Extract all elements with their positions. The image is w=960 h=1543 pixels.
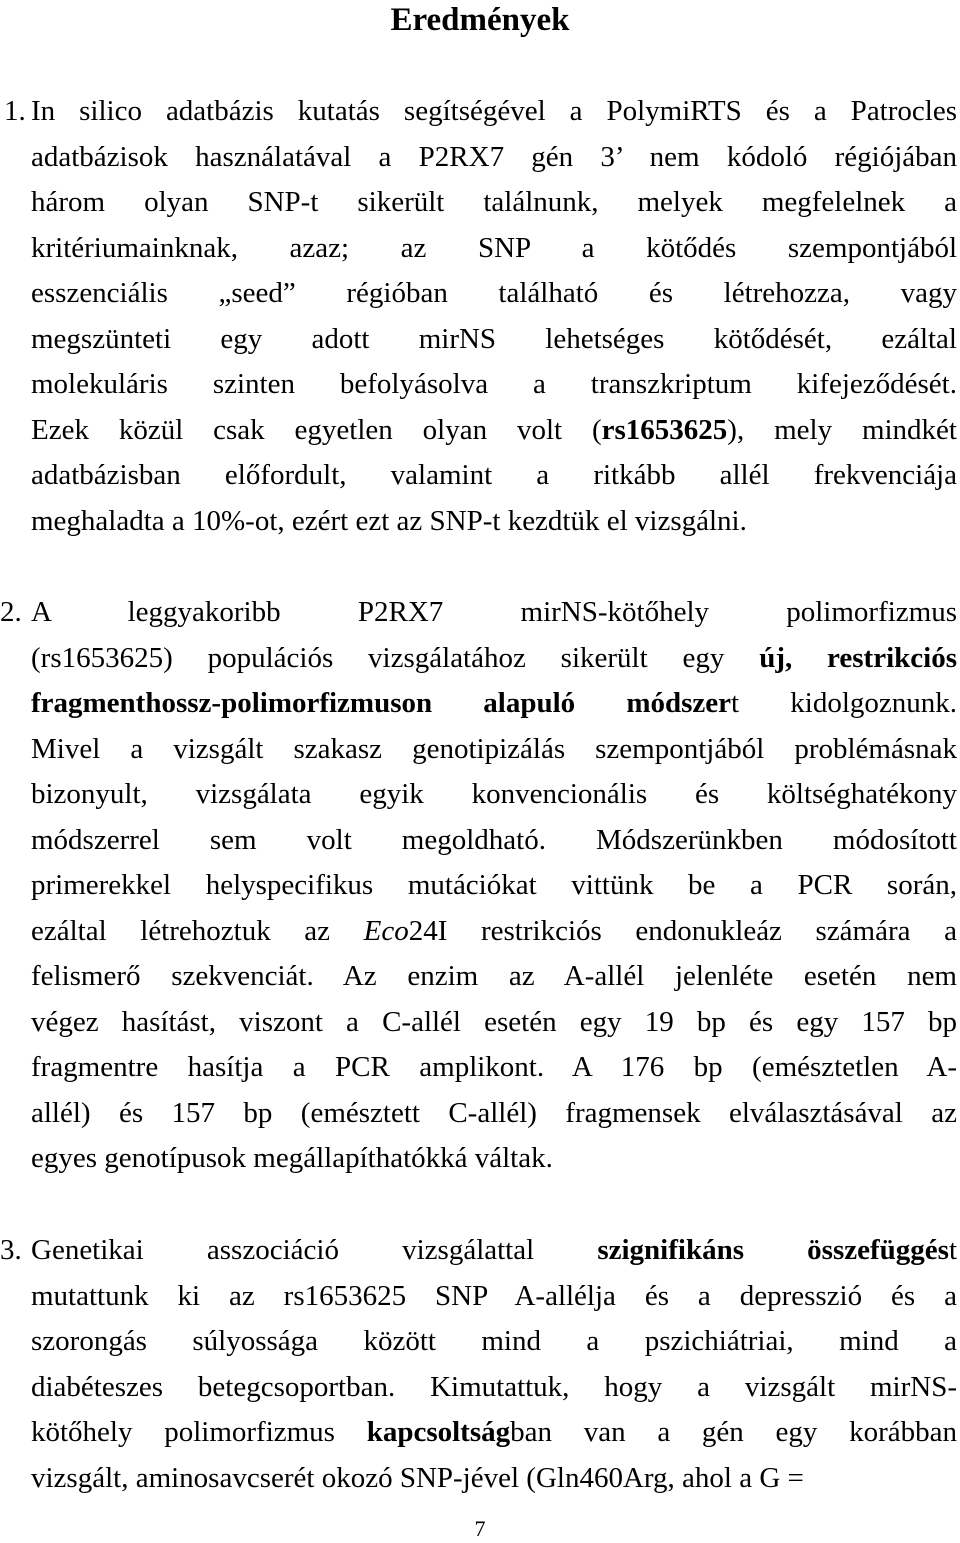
text-run: vizsgált, aminosavcserét okozó SNP-jével (Gln460Arg, ahol a G =: [31, 1461, 804, 1494]
text-line: [31, 818, 957, 864]
text-run: mutattunk ki az rs1653625 SNP A-alléljа és a depresszió és a: [31, 1279, 957, 1312]
text-line: [31, 408, 957, 454]
result-item-2: [0, 590, 960, 1190]
text-run: molekuláris szinten befolyásolva a transzkriptum kifejeződését.: [31, 368, 957, 400]
text-run: felismerő szekvenciát. Az enzim az A-allél jelenléte esetén nem: [31, 960, 957, 992]
item-text: [31, 1228, 957, 1501]
text-run: ban van a gén egy korábban: [510, 1416, 957, 1448]
text-line: [31, 1274, 957, 1320]
text-run: kötőhely polimorfizmus: [31, 1416, 367, 1448]
text-run: adatbázisban előfordult, valamint a ritkább allél frekvenciája: [31, 459, 957, 491]
text-run: ezáltal létrehoztuk az: [31, 914, 364, 947]
text-line: [31, 1000, 957, 1046]
text-run: módszerrel sem volt megoldható. Módszerünkben módosított: [31, 823, 957, 856]
text-line: [31, 453, 957, 499]
text-line: [31, 1456, 957, 1502]
text-run: egyes genotípusok megállapíthatókká váltak.: [31, 1142, 553, 1174]
text-line: [31, 180, 957, 226]
text-run: szorongás súlyossága között mind a pszichiátriai, mind a: [31, 1325, 957, 1357]
bold-phrase: rs1653625: [601, 413, 728, 446]
text-run: meghaladta a 10%-ot, ezért ezt az SNP-t kezdtük el vizsgálni.: [31, 504, 747, 537]
text-line: [31, 1091, 957, 1137]
text-run: (rs1653625) populációs vizsgálatához sikerült egy: [31, 641, 760, 674]
text-line: [31, 362, 957, 408]
bold-phrase: kapcsoltság: [366, 1416, 511, 1448]
text-run: primerekkel helyspecifikus mutációkat vittünk be a PCR során,: [31, 869, 957, 901]
text-line: [31, 636, 957, 682]
text-run: ), mely mindkét: [727, 413, 957, 446]
text-run: kritériumainknak, azaz; az SNP a kötődés szempontjából: [31, 231, 957, 264]
text-run: Mivel a vizsgált szakasz genotipizálás szempontjából problémásnak: [31, 732, 957, 765]
text-run: három olyan SNP-t sikerült találnunk, melyek megfelelnek a: [31, 186, 957, 218]
text-line: [31, 681, 957, 727]
text-run: megszünteti egy adott mirNS lehetséges kötődését, ezáltal: [31, 322, 957, 355]
text-run: t: [948, 1234, 957, 1266]
page-number: 7: [474, 1516, 486, 1541]
text-run: In silico adatbázis kutatás segítségével a PolymiRTS és a Patrocles: [31, 95, 957, 127]
text-line: [31, 135, 957, 181]
text-line: [31, 1365, 957, 1411]
text-run: esszenciális „seed” régióban található és létrehozza, vagy: [31, 277, 957, 309]
item-text: [31, 590, 957, 1182]
text-run: bizonyult, vizsgálata egyik konvencionális és költséghatékony: [31, 778, 957, 810]
text-run: adatbázisok használatával a P2RX7 gén 3’ nem kódoló régiójában: [31, 140, 957, 173]
item-text: [31, 89, 957, 544]
bold-phrase: fragmenthossz-polimorfizmuson alapuló módszer: [31, 687, 732, 719]
text-line: [31, 499, 957, 545]
text-line: [31, 909, 957, 955]
text-line: [31, 590, 957, 636]
result-item-1: [0, 89, 960, 549]
text-run: Ezek közül csak egyetlen olyan volt (: [31, 413, 602, 446]
text-line: [31, 1410, 957, 1456]
text-line: [31, 1228, 957, 1274]
italic-phrase: Eco: [363, 914, 409, 947]
text-line: [31, 954, 957, 1000]
item-number: 2.: [0, 596, 22, 628]
text-run: A leggyakoribb P2RX7 mirNS-kötőhely polimorfizmus: [31, 596, 957, 628]
bold-phrase: szignifikáns összefüggés: [597, 1234, 949, 1266]
bold-phrase: új, restrikciós: [759, 641, 957, 674]
text-run: allél) és 157 bp (emésztett C-allél) fragmensek elválasztásával az: [31, 1096, 957, 1129]
text-run: fragmentre hasítja a PCR amplikont. A 176 bp (emésztetlen A-: [31, 1051, 957, 1083]
text-run: Genetikai asszociáció vizsgálattal: [31, 1234, 598, 1266]
text-line: [31, 1136, 957, 1182]
text-line: [31, 317, 957, 363]
text-run: 24I restrikciós endonukleáz számára a: [408, 914, 957, 947]
text-run: diabéteszes betegcsoportban. Kimutattuk, hogy a vizsgált mirNS-: [31, 1370, 957, 1403]
item-number: 1.: [4, 95, 26, 127]
text-line: [31, 727, 957, 773]
text-run: t kidolgoznunk.: [731, 687, 957, 719]
text-line: [31, 1045, 957, 1091]
text-line: [31, 226, 957, 272]
page-title: Eredmények: [390, 2, 570, 38]
result-item-3: [0, 1228, 960, 1508]
text-run: végez hasítást, viszont a C-allél esetén egy 19 bp és egy 157 bp: [31, 1005, 957, 1038]
text-line: [31, 863, 957, 909]
text-line: [31, 271, 957, 317]
text-line: [31, 89, 957, 135]
text-line: [31, 772, 957, 818]
text-line: [31, 1319, 957, 1365]
item-number: 3.: [0, 1234, 22, 1266]
